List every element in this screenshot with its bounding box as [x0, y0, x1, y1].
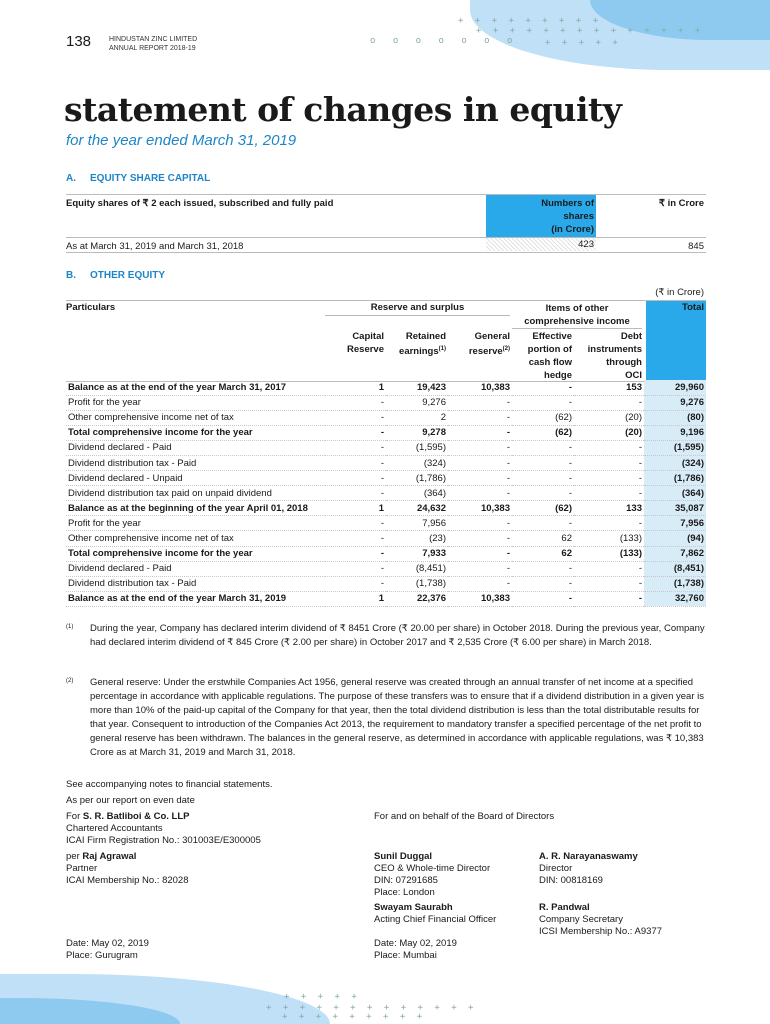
cash-flow-hedge-cell: - — [512, 561, 574, 576]
company-secretary-signature: R. Pandwal Company Secretary ICSI Membership No.: A9377 — [539, 902, 663, 937]
capital-reserve-cell: - — [325, 531, 386, 546]
page-title: statement of changes in equity — [64, 90, 622, 129]
general-reserve-cell: 10,383 — [448, 591, 512, 606]
retained-earnings-column-header: Retained earnings$^{(1)}$ — [399, 331, 446, 358]
capital-reserve-cell: - — [325, 395, 386, 410]
row-label: Dividend declared - Paid — [66, 561, 325, 576]
total-cell: (1,595) — [644, 440, 706, 455]
cash-flow-hedge-cell: (62) — [512, 410, 574, 425]
director-signature-1: Sunil Duggal CEO & Whole-time Director DIN: 07291685 Place: London — [374, 851, 491, 898]
retained-earnings-cell: 7,933 — [386, 546, 448, 561]
general-reserve-cell: - — [448, 486, 512, 501]
retained-earnings-cell: (1,738) — [386, 576, 448, 591]
debt-instruments-cell: - — [574, 486, 644, 501]
debt-instruments-cell: - — [574, 395, 644, 410]
capital-reserve-cell: 1 — [325, 380, 386, 395]
cash-flow-hedge-cell: (62) — [512, 501, 574, 516]
table-row — [66, 425, 706, 440]
footnote-1: During the year, Company has declared interim dividend of ₹ 8451 Crore (₹ 20.00 per share) in October 2018. During the previous year, Company had declared interim dividend of ₹ 845 Crore (₹ 2.00 per share) in October 2017 and ₹ 2,535 Crore (₹ 6.00 per share) in March 2018. — [90, 623, 705, 648]
cash-flow-hedge-cell: - — [512, 516, 574, 531]
total-cell: 9,276 — [644, 395, 706, 410]
row-label: Dividend declared - Unpaid — [66, 471, 325, 486]
total-cell: 32,760 — [644, 591, 706, 606]
retained-earnings-cell: (8,451) — [386, 561, 448, 576]
capital-reserve-cell: - — [325, 516, 386, 531]
capital-reserve-cell: - — [325, 576, 386, 591]
total-cell: (324) — [644, 455, 706, 470]
report-header — [109, 35, 197, 53]
table-row — [66, 395, 706, 410]
cfo-signature: Swayam Saurabh Acting Chief Financial Officer — [374, 902, 497, 925]
table-row — [66, 410, 706, 425]
debt-instruments-column-header: Debt instruments through OCI — [587, 331, 642, 381]
capital-reserve-cell: 1 — [325, 501, 386, 516]
unit-label: (₹ in Crore) — [655, 287, 704, 298]
capital-reserve-cell: 1 — [325, 591, 386, 606]
general-reserve-cell: - — [448, 561, 512, 576]
divider — [66, 237, 706, 238]
retained-earnings-cell: 22,376 — [386, 591, 448, 606]
footnote-2: General reserve: Under the erstwhile Companies Act 1956, general reserve was created through an annual transfer of net income at a specified percentage in accordance with applicable regulations. The purpose of these transfers was to ensure that if a dividend distribution in a given year is more than 10% of the paid-up capital of the Company for that year, then the total dividend distribution is less than the total distributable results for that year. Consequent to introduction of the Companies Act 2013, the requirement to mandatory transfer a specified percentage of the net profit to general reserve has been withdrawn. The balances in the general reserve, as determined in accordance with applicable regulations, was ₹ 10,383 Crore as at March 31, 2019 and March 31, 2018. — [90, 677, 704, 758]
row-label: Balance as at the end of the year March 31, 2017 — [66, 380, 325, 395]
general-reserve-cell: - — [448, 471, 512, 486]
capital-reserve-column-header: Capital Reserve — [347, 331, 384, 355]
auditor-partner-name: Raj Agrawal — [82, 851, 137, 862]
retained-earnings-cell: 24,632 — [386, 501, 448, 516]
row-label: Other comprehensive income net of tax — [66, 410, 325, 425]
company-name: HINDUSTAN ZINC LIMITED — [109, 36, 198, 43]
table-row — [66, 531, 706, 546]
total-cell: 29,960 — [644, 380, 706, 395]
dot-pattern-decoration: + + + + + + + + + — [282, 1012, 426, 1022]
cash-flow-hedge-cell: - — [512, 576, 574, 591]
total-cell: 7,956 — [644, 516, 706, 531]
cash-flow-hedge-cell: (62) — [512, 425, 574, 440]
cash-flow-hedge-cell: - — [512, 455, 574, 470]
total-cell: (1,738) — [644, 576, 706, 591]
table-row — [66, 455, 706, 470]
general-reserve-cell: - — [448, 576, 512, 591]
divider — [325, 315, 510, 316]
row-label: Dividend declared - Paid — [66, 440, 325, 455]
total-column-header: Total — [646, 301, 706, 381]
table-row — [66, 576, 706, 591]
table-row — [66, 501, 706, 516]
table-row — [66, 471, 706, 486]
dot-pattern-decoration: + + + + + — [545, 38, 621, 48]
retained-earnings-cell: 2 — [386, 410, 448, 425]
divider — [512, 328, 642, 329]
debt-instruments-cell: 133 — [574, 501, 644, 516]
dot-pattern-decoration: + + + + + + + + + + + + + — [266, 1003, 477, 1013]
general-reserve-cell: 10,383 — [448, 380, 512, 395]
cash-flow-hedge-cell: 62 — [512, 546, 574, 561]
debt-instruments-cell: (20) — [574, 410, 644, 425]
total-cell: 35,087 — [644, 501, 706, 516]
general-reserve-cell: - — [448, 546, 512, 561]
share-capital-row-label: As at March 31, 2019 and March 31, 2018 — [66, 241, 244, 252]
debt-instruments-cell: - — [574, 591, 644, 606]
report-date-line: As per our report on even date — [66, 795, 195, 806]
capital-reserve-cell: - — [325, 561, 386, 576]
cash-flow-hedge-cell: - — [512, 486, 574, 501]
total-cell: (1,786) — [644, 471, 706, 486]
cash-flow-hedge-column-header: Effective portion of cash flow hedge — [527, 331, 572, 381]
accompanying-notes-line: See accompanying notes to financial statements. — [66, 779, 273, 790]
row-label: Dividend distribution tax - Paid — [66, 455, 325, 470]
cash-flow-hedge-cell: 62 — [512, 531, 574, 546]
section-b-heading — [66, 270, 165, 281]
share-count-value: 423 — [486, 238, 596, 251]
auditor-signature-block: For S. R. Batliboi & Co. LLP Chartered Accountants ICAI Firm Registration No.: 301003E/E300005 per Raj Agrawal Partner ICAI Membership No.: 82028 — [66, 811, 261, 886]
debt-instruments-cell: - — [574, 440, 644, 455]
debt-instruments-cell: (20) — [574, 425, 644, 440]
debt-instruments-cell: - — [574, 455, 644, 470]
dot-pattern-decoration: + + + + + + + + + + + + + + — [476, 26, 704, 36]
share-amount-value: 845 — [688, 241, 704, 252]
general-reserve-cell: - — [448, 531, 512, 546]
capital-reserve-cell: - — [325, 486, 386, 501]
total-cell: 7,862 — [644, 546, 706, 561]
share-capital-particulars-header: Equity shares of ₹ 2 each issued, subscribed and fully paid — [66, 198, 334, 209]
section-letter: B. — [66, 270, 76, 281]
report-name: ANNUAL REPORT 2018-19 — [109, 45, 196, 52]
general-reserve-cell: - — [448, 395, 512, 410]
director-signature-2: A. R. Narayanaswamy Director DIN: 00818169 — [539, 851, 638, 886]
debt-instruments-cell: - — [574, 576, 644, 591]
retained-earnings-cell: (324) — [386, 455, 448, 470]
section-title: EQUITY SHARE CAPITAL — [90, 173, 211, 184]
table-row — [66, 591, 706, 606]
general-reserve-column-header: General reserve$^{(2)}$ — [468, 331, 510, 358]
retained-earnings-cell: (1,786) — [386, 471, 448, 486]
total-cell: 9,196 — [644, 425, 706, 440]
general-reserve-cell: 10,383 — [448, 501, 512, 516]
particulars-column-header: Particulars — [66, 302, 116, 313]
capital-reserve-cell: - — [325, 455, 386, 470]
board-date-place: Date: May 02, 2019 Place: Mumbai — [374, 938, 457, 961]
footnote-marker: (2) — [66, 678, 74, 684]
row-label: Profit for the year — [66, 395, 325, 410]
dot-pattern-decoration: + + + + + — [284, 992, 360, 1002]
table-row — [66, 561, 706, 576]
page-number: 138 — [66, 33, 92, 50]
row-label: Other comprehensive income net of tax — [66, 531, 325, 546]
debt-instruments-cell: 153 — [574, 380, 644, 395]
total-cell: (8,451) — [644, 561, 706, 576]
row-label: Dividend distribution tax paid on unpaid dividend — [66, 486, 325, 501]
row-label: Balance as at the beginning of the year April 01, 2018 — [66, 501, 325, 516]
total-cell: (94) — [644, 531, 706, 546]
row-label: Total comprehensive income for the year — [66, 425, 325, 440]
auditor-date-place: Date: May 02, 2019 Place: Gurugram — [66, 938, 149, 961]
cash-flow-hedge-cell: - — [512, 440, 574, 455]
capital-reserve-cell: - — [325, 425, 386, 440]
retained-earnings-cell: (364) — [386, 486, 448, 501]
footnote-marker: (1) — [66, 624, 74, 630]
section-a-heading — [66, 173, 210, 184]
general-reserve-cell: - — [448, 425, 512, 440]
capital-reserve-cell: - — [325, 440, 386, 455]
retained-earnings-cell: (23) — [386, 531, 448, 546]
section-letter: A. — [66, 173, 76, 184]
retained-earnings-cell: 7,956 — [386, 516, 448, 531]
retained-earnings-cell: 19,423 — [386, 380, 448, 395]
table-row — [66, 486, 706, 501]
divider — [66, 194, 706, 195]
dot-pattern-decoration: + + + + + + + + + — [458, 16, 602, 26]
divider — [66, 300, 706, 301]
general-reserve-cell: - — [448, 455, 512, 470]
debt-instruments-cell: (133) — [574, 531, 644, 546]
cash-flow-hedge-cell: - — [512, 395, 574, 410]
retained-earnings-cell: 9,276 — [386, 395, 448, 410]
debt-instruments-cell: - — [574, 516, 644, 531]
total-cell: (364) — [644, 486, 706, 501]
share-amount-column-header: ₹ in Crore — [658, 198, 704, 209]
cash-flow-hedge-cell: - — [512, 380, 574, 395]
other-equity-table — [66, 380, 706, 607]
section-title: OTHER EQUITY — [90, 270, 166, 281]
share-count-column-header: Numbers of shares (in Crore) — [486, 195, 596, 237]
row-label: Total comprehensive income for the year — [66, 546, 325, 561]
row-label: Dividend distribution tax - Paid — [66, 576, 325, 591]
cash-flow-hedge-cell: - — [512, 471, 574, 486]
page-subtitle: for the year ended March 31, 2019 — [66, 132, 297, 149]
table-row — [66, 380, 706, 395]
table-row — [66, 440, 706, 455]
cash-flow-hedge-cell: - — [512, 591, 574, 606]
capital-reserve-cell: - — [325, 410, 386, 425]
row-label: Balance as at the end of the year March 31, 2019 — [66, 591, 325, 606]
total-cell: (80) — [644, 410, 706, 425]
auditor-firm: S. R. Batliboi & Co. LLP — [82, 811, 190, 822]
capital-reserve-cell: - — [325, 471, 386, 486]
divider — [66, 252, 706, 253]
general-reserve-cell: - — [448, 410, 512, 425]
capital-reserve-cell: - — [325, 546, 386, 561]
retained-earnings-cell: 9,278 — [386, 425, 448, 440]
table-row — [66, 546, 706, 561]
table-row — [66, 516, 706, 531]
debt-instruments-cell: - — [574, 561, 644, 576]
reserve-surplus-group-header: Reserve and surplus — [370, 302, 465, 313]
general-reserve-cell: - — [448, 516, 512, 531]
retained-earnings-cell: (1,595) — [386, 440, 448, 455]
row-label: Profit for the year — [66, 516, 325, 531]
debt-instruments-cell: - — [574, 471, 644, 486]
debt-instruments-cell: (133) — [574, 546, 644, 561]
general-reserve-cell: - — [448, 440, 512, 455]
dot-pattern-decoration: o o o o o o o — [370, 36, 519, 46]
oci-group-header: Items of other comprehensive income — [524, 303, 630, 327]
board-heading: For and on behalf of the Board of Directors — [374, 811, 555, 822]
